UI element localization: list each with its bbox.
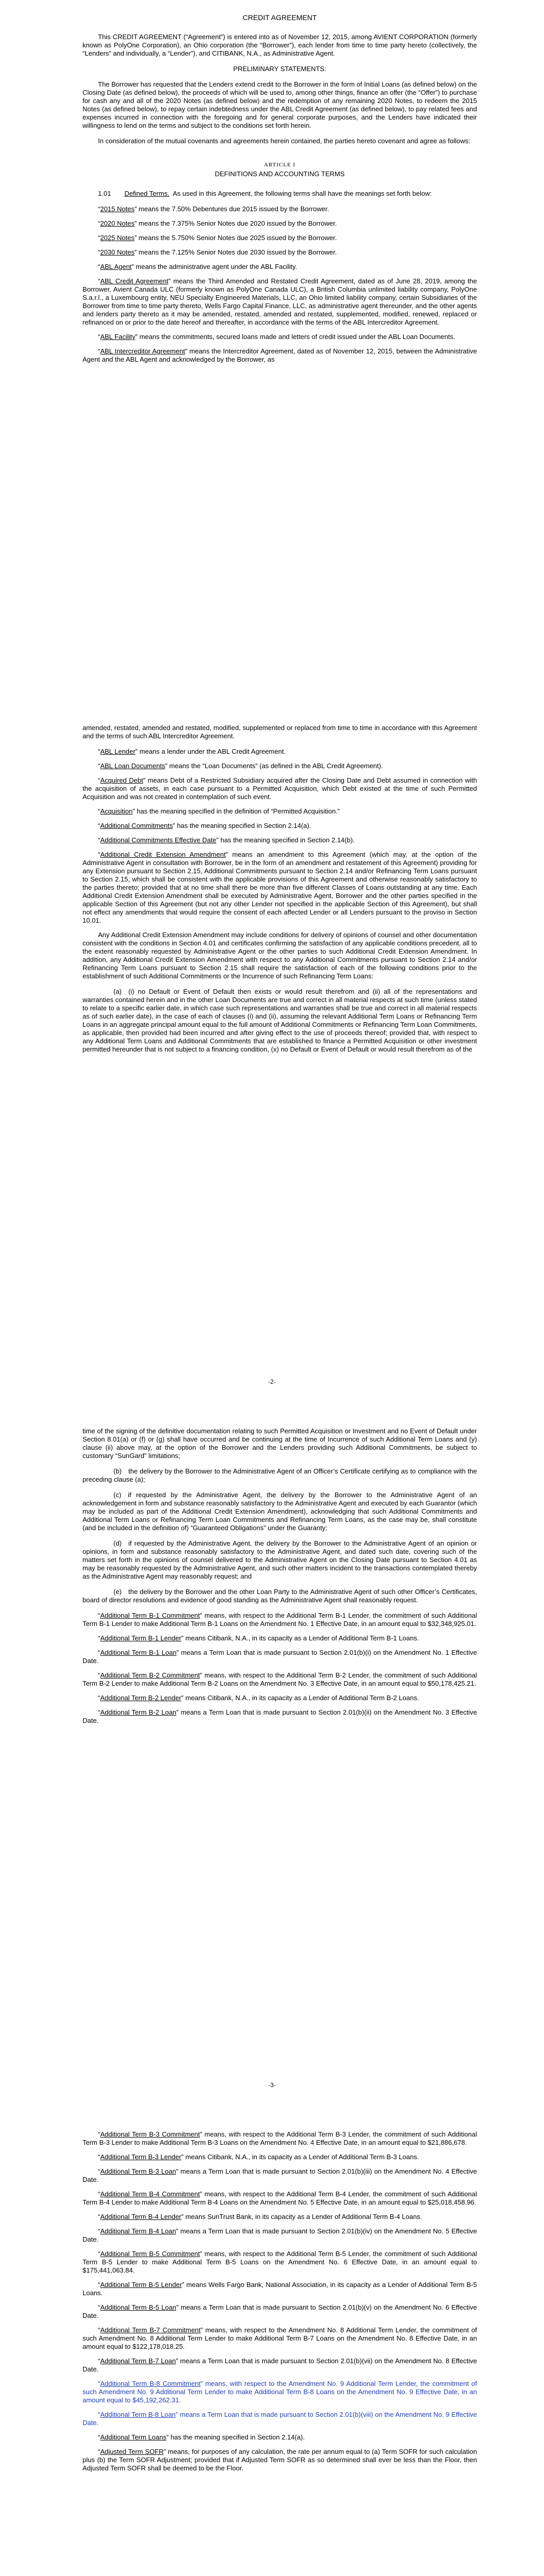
defined-term: Additional Term B-2 Commitment (100, 1671, 200, 1679)
definition-additional-commitments-effective-date: “Additional Commitments Effective Date” has the meaning specified in Section 2.14(b). (98, 836, 355, 844)
page-number: -2- (268, 1378, 276, 1385)
definition-additional-term-b-4-commitment: “Additional Term B-4 Commitment” means, with respect to the Additional Term B-4 Lender, the commitment of such Additional Term B-4 Lender to make Additional Term B-4 Loans on the Amendment No. 5 Effective Date, in an amount equal to $25,018,458.96. (83, 2190, 477, 2206)
page-number: -3- (268, 2081, 276, 2089)
definition-text: means Citibank, N.A., in its capacity as a Lender of Additional Term B-1 Loans. (183, 1634, 419, 1642)
definition-additional-term-b-1-loan: “Additional Term B-1 Loan” means a Term Loan that is made pursuant to Section 2.01(b)(i) on the Amendment No. 1 Effective Date. (83, 1649, 477, 1665)
definition-additional-term-b-1-commitment: “Additional Term B-1 Commitment” means, with respect to the Additional Term B-1 Lender, the commitment of such Additional Term B-1 Lender to make Additional Term B-1 Loans on the Amendment No. 1 Effective Date, in an amount equal to $32,348,925.01. (83, 1612, 477, 1628)
definition-text: means the “Loan Documents” (as defined in the ABL Credit Agreement). (167, 762, 383, 770)
definition-text: means the 5.750% Senior Notes due 2025 issued by the Borrower. (137, 234, 337, 242)
definition-additional-term-b-8-commitment: “Additional Term B-8 Commitment” means, with respect to the Amendment No. 9 Additional Term Lender, the commitment of such Amendment No. 9 Additional Term Lender to make Additional Term B-8 Loans on the Amendment No. 9 Effective Date, in an amount equal to $45,192,262.31. (83, 2380, 477, 2404)
definition-text: means, with respect to the Amendment No. 8 Additional Term Lender, the commitment of such Amendment No. 8 Additional Term Lender to make Additional Term B-7 Loans on the Amendment No. 8 Effective Date, in an amount equal to $122,178,018.25. (83, 2326, 477, 2350)
definition-text: has the meaning specified in Section 2.14(b). (218, 836, 355, 844)
defined-term: Acquired Debt (100, 776, 143, 784)
defined-term: Additional Term B-4 Loan (100, 2227, 176, 2235)
defined-term: Additional Term B-1 Loan (100, 1649, 177, 1656)
preliminary-statement-2: In consideration of the mutual covenants and agreements herein contained, the parties hereto covenant and agree as follows: (98, 137, 470, 145)
defined-term: Additional Term Loans (100, 2433, 167, 2441)
defined-term: Additional Commitments Effective Date (100, 836, 217, 844)
article-label: ARTICLE I (263, 162, 296, 168)
definition-text: means, for purposes of any calculation, the rate per annum equal to (a) Term SOFR for such calculation plus (b) the Term SOFR Adjustment; provided that if Adjusted Term SOFR as so determined shall ever be less than the Floor, then Adjusted Term SOFR shall be deemed to be the Floor. (83, 2448, 477, 2472)
defined-term: Additional Term B-1 Lender (100, 1634, 182, 1642)
defined-term: ABL Intercreditor Agreement (100, 347, 185, 355)
definition-text: means the Third Amended and Restated Credit Agreement, dated as of June 28, 2019, among the Borrower, Avient Canada ULC (formerly known as PolyOne Canada ULC), a British Columbia unlimited liability company, PolyOne S.a.r.l., a Luxembourg entity, NEU Specialty Engineered Materials, LLC, an Ohio limited liability company, certain Subsidiaries of the Borrower from time to time party thereto, Wells Fargo Capital Finance, LLC, as administrative agent thereunder, and the other agents and lenders party thereto as it may be amended, restated, amended and restated, supplemented, modified, renewed, replaced or refinanced on or prior to the date hereof and thereafter, in accordance with the terms of the ABL Intercreditor Agreement. (83, 277, 477, 326)
definition-additional-term-b-2-commitment: “Additional Term B-2 Commitment” means, with respect to the Additional Term B-2 Lender, the commitment of such Additional Term B-2 Lender to make Additional Term B-2 Loans on the Amendment No. 3 Effective Date, in an amount equal to $50,178,425.21. (83, 1671, 477, 1687)
defined-term: Additional Term B-2 Lender (100, 1694, 182, 1702)
definition-2020-notes: “2020 Notes” means the 7.375% Senior Notes due 2020 issued by the Borrower. (98, 219, 337, 227)
definition-text: means, with respect to the Additional Term B-4 Lender, the commitment of such Additional Term B-4 Lender to make Additional Term B-4 Loans on the Amendment No. 5 Effective Date, in an amount equal to $25,018,458.96. (83, 2190, 477, 2206)
definition-abl-loan-documents: “ABL Loan Documents” means the “Loan Documents” (as defined in the ABL Credit Agreement). (98, 762, 383, 770)
document-title: CREDIT AGREEMENT (242, 13, 317, 22)
defined-term: Acquisition (100, 807, 133, 815)
condition-e: (e) the delivery by the Borrower and the other Loan Party to the Administrative Agent of such other Officer’s Certificates, board of director resolutions and evidence of good standing as the Administrative Agent shall reasonably request. (83, 1588, 477, 1604)
section-number: 1.01 (98, 190, 111, 197)
defined-term: ABL Facility (100, 333, 136, 341)
definition-text: means a Term Loan that is made pursuant to Section 2.01(b)(i) on the Amendment No. 1 Effective Date. (83, 1649, 477, 1665)
defined-term: Additional Term B-7 Commitment (100, 2326, 201, 2334)
definition-text: has the meaning specified in the definition of “Permitted Acquisition.” (135, 807, 340, 815)
definition-text: means a Term Loan that is made pursuant to Section 2.01(b)(vii) on the Amendment No. 8 Effective Date. (83, 2357, 477, 2373)
definition-additional-term-b-7-loan: “Additional Term B-7 Loan” means a Term Loan that is made pursuant to Section 2.01(b)(vii) on the Amendment No. 8 Effective Date. (83, 2357, 477, 2373)
definitions-inserted (83, 2380, 477, 2427)
definitions-page-4 (83, 2130, 477, 2374)
defined-term: Additional Term B-4 Lender (100, 2213, 182, 2221)
definition-text: means a Term Loan that is made pursuant to Section 2.01(b)(v) on the Amendment No. 6 Effective Date. (83, 2303, 477, 2319)
continued-paragraph: amended, restated, amended and restated, modified, supplemented or replaced from time to time in accordance with this Agreement and the terms of such ABL Intercreditor Agreement. (83, 724, 477, 740)
defined-term: Additional Term B-5 Lender (100, 2281, 182, 2289)
definition-additional-term-b-1-lender: “Additional Term B-1 Lender” means Citibank, N.A., in its capacity as a Lender of Additional Term B-1 Loans. (98, 1634, 419, 1642)
defined-term: 2020 Notes (100, 219, 135, 227)
defined-term: Additional Term B-3 Commitment (100, 2130, 200, 2138)
defined-term: Additional Credit Extension Amendment (100, 851, 226, 858)
defined-term: ABL Credit Agreement (100, 277, 169, 285)
definitions-page-2 (83, 748, 477, 925)
page-2 (0, 703, 544, 1406)
preliminary-statement-1: The Borrower has requested that the Lenders extend credit to the Borrower in the form of Initial Loans (as defined below) on the Closing Date (as defined below), the proceeds of which will be used to, among other things, finance an offer (the “Offer”) to purchase for cash any and all of the 2020 Notes (as defined below) and the redemption of any remaining 2020 Notes, to redeem the 2015 Notes (as defined below), to repay certain indebtedness under the ABL Credit Agreement (as defined below), to pay related fees and expenses incurred in connection with the foregoing and for general corporate purposes, and the Lenders have indicated their willingness to lend on the terms and subject to the conditions set forth herein. (83, 80, 477, 129)
definition-text: means a Term Loan that is made pursuant to Section 2.01(b)(iv) on the Amendment No. 5 Effective Date. (83, 2227, 477, 2243)
definition-text: means a Term Loan that is made pursuant to Section 2.01(b)(iii) on the Amendment No. 4 Effective Date. (83, 2167, 477, 2183)
continued-paragraph: time of the signing of the definitive documentation relating to such Permitted Acquisition or Investment and no Event of Default under Section 8.01(a) or (f) or (g) shall have occurred and be continuing at the time of Incurrence of such Additional Term Loans and (y) clause (ii) above may, at the option of the Borrower and the Lenders providing such Additional Commitments, be subject to customary “SunGard” limitations; (83, 1427, 477, 1460)
defined-term: Additional Term B-5 Loan (100, 2303, 176, 2311)
definition-additional-term-b-4-lender: “Additional Term B-4 Lender” means SunTrust Bank, in its capacity as a Lender of Additional Term B-4 Loans. (98, 2213, 422, 2221)
defined-term: Additional Term B-2 Loan (100, 1708, 176, 1716)
defined-term: 2015 Notes (100, 205, 135, 213)
defined-term: Additional Term B-5 Commitment (100, 2250, 200, 2258)
definition-additional-term-b-4-loan: “Additional Term B-4 Loan” means a Term Loan that is made pursuant to Section 2.01(b)(iv) on the Amendment No. 5 Effective Date. (83, 2227, 477, 2243)
defined-term: 2030 Notes (100, 248, 135, 256)
definition-abl-lender: “ABL Lender” means a lender under the ABL Credit Agreement. (98, 748, 286, 755)
definition-text: means the 7.50% Debentures due 2015 issued by the Borrower. (137, 205, 329, 213)
definition-text: means a lender under the ABL Credit Agreement. (137, 748, 286, 755)
defined-term: 2025 Notes (100, 234, 135, 242)
definition-text: means Wells Fargo Bank, National Association, in its capacity as a Lender of Additional Term B-5 Loans. (83, 2281, 477, 2297)
definition-text: means, with respect to the Amendment No. 9 Additional Term Lender, the commitment of such Amendment No. 9 Additional Term Lender to make Additional Term B-8 Loans on the Amendment No. 9 Effective Date, in an amount equal to $45,192,262.31. (83, 2380, 477, 2404)
definitions-page-3 (83, 1612, 477, 1725)
definition-text: means the 7.125% Senior Notes due 2030 issued by the Borrower. (137, 248, 337, 256)
defined-term: Additional Term B-7 Loan (100, 2357, 176, 2365)
definition-2025-notes: “2025 Notes” means the 5.750% Senior Notes due 2025 issued by the Borrower. (98, 234, 337, 242)
section-text: As used in this Agreement, the following terms shall have the meanings set forth below: (173, 190, 432, 197)
defined-term: Additional Term B-3 Lender (100, 2153, 182, 2161)
definition-additional-term-b-2-lender: “Additional Term B-2 Lender” means Citibank, N.A., in its capacity as a Lender of Additional Term B-2 Loans. (98, 1694, 419, 1702)
definitions-page-1 (83, 205, 477, 364)
definition-additional-term-b-2-loan: “Additional Term B-2 Loan” means a Term Loan that is made pursuant to Section 2.01(b)(ii) on the Amendment No. 3 Effective Date. (83, 1708, 477, 1724)
page-4 (0, 2110, 544, 2576)
definition-additional-credit-extension-amendment: “Additional Credit Extension Amendment” means an amendment to this Agreement (which may, at the option of the Administrative Agent in consultation with Borrower, be in the form of an amendment and restatement of this Agreement) providing for any Extension pursuant to Section 2.15, Additional Commitments pursuant to Section 2.14 and/or Refinancing Term Loans pursuant to Section 2.15, which shall be consistent with the applicable provisions of this Agreement and otherwise reasonably satisfactory to the parties thereto; provided that at no time shall there be more than five different Classes of Loans outstanding at any time. Each Additional Credit Extension Amendment shall be executed by Administrative Agent, Borrower and the other parties specified in the applicable Section of this Agreement (but not any other Lender not specified in the applicable Section of this Agreement), but shall not effect any amendments that would require the consent of each affected Lender or all Lenders pursuant to the proviso in Section 10.01. (83, 851, 477, 924)
definition-additional-term-b-5-commitment: “Additional Term B-5 Commitment” means, with respect to the Additional Term B-5 Lender, the commitment of such Additional Term B-5 Lender to make Additional Term B-5 Loans on the Amendment No. 6 Effective Date, in an amount equal to $175,441,063.84. (83, 2250, 477, 2274)
definition-additional-term-b-8-loan: “Additional Term B-8 Loan” means a Term Loan that is made pursuant to Section 2.01(b)(viii) on the Amendment No. 9 Effective Date. (83, 2411, 477, 2427)
defined-term: ABL Loan Documents (100, 762, 166, 770)
defined-term: Additional Commitments (100, 822, 173, 829)
section-title: Defined Terms. (124, 190, 170, 197)
condition-a: (a) (i) no Default or Event of Default then exists or would result therefrom and (ii) all of the representations and warranties contained herein and in the other Loan Documents are true and correct in all material respects at such time (unless stated to relate to a specific earlier date, in which case such representations and warranties shall be true and correct in all material respects as of such earlier date), in the case of each of clauses (i) and (ii), assuming the relevant Additional Term Loans or Refinancing Term Loans in an aggregate principal amount equal to the full amount of Additional Commitments or Refinancing Term Loan Commitments, as applicable, then provided had been incurred and after giving effect to the use of proceeds thereof; provided that, with respect to any Additional Term Loans and Additional Commitments that are established to finance a Permitted Acquisition or other investment permitted hereunder that is not subject to a financing condition, (x) no Default or Event of Default or would result therefrom as of the (83, 988, 477, 1053)
defined-term: Additional Term B-8 Commitment (100, 2380, 201, 2387)
preliminary-statements-heading: PRELIMINARY STATEMENTS: (233, 65, 326, 73)
condition-b: (b) the delivery by the Borrower to the Administrative Agent of an Officer’s Certificate certifying as to compliance with the preceding clause (a); (83, 1467, 477, 1483)
condition-c: (c) if requested by the Administrative Agent, the delivery by the Borrower to the Administrative Agent of an acknowledgement in form and substance reasonably satisfactory to the Administrative Agent and executed by each Guarantor (which may be included as part of the Additional Credit Extension Amendment), acknowledging that such Additional Commitments and Additional Term Loans or Refinancing Term Loan Commitments and Refinancing Term Loans, as the case may be, shall constitute (and be included in the definition of) “Guaranteed Obligations” under the Guaranty; (83, 1491, 477, 1532)
definition-additional-term-b-7-commitment: “Additional Term B-7 Commitment” means, with respect to the Amendment No. 8 Additional Term Lender, the commitment of such Amendment No. 8 Additional Term Lender to make Additional Term B-7 Loans on the Amendment No. 8 Effective Date, in an amount equal to $122,178,018.25. (83, 2326, 477, 2350)
definition-text: means the commitments, secured loans made and letters of credit issued under the ABL Loan Documents. (137, 333, 455, 341)
article-title: DEFINITIONS AND ACCOUNTING TERMS (215, 170, 345, 178)
definition-additional-term-b-3-commitment: “Additional Term B-3 Commitment” means, with respect to the Additional Term B-3 Lender, the commitment of such Additional Term B-3 Lender to make Additional Term B-3 Loans on the Amendment No. 4 Effective Date, in an amount equal to $21,886,678. (83, 2130, 477, 2146)
defined-term: ABL Agent (100, 263, 132, 270)
definition-text: means a Term Loan that is made pursuant to Section 2.01(b)(ii) on the Amendment No. 3 Effective Date. (83, 1708, 477, 1724)
definition-additional-commitments: “Additional Commitments” has the meaning specified in Section 2.14(a). (98, 822, 311, 829)
definition-abl-agent: “ABL Agent” means the administrative agent under the ABL Facility. (98, 263, 298, 270)
definition-text: means the Intercreditor Agreement, dated as of November 12, 2015, between the Administrative Agent and the ABL Agent and acknowledged by the Borrower, as (83, 347, 477, 363)
definition-text: means a Term Loan that is made pursuant to Section 2.01(b)(viii) on the Amendment No. 9 Effective Date. (83, 2411, 477, 2427)
defined-term: ABL Lender (100, 748, 136, 755)
definition-additional-term-b-5-lender: “Additional Term B-5 Lender” means Wells Fargo Bank, National Association, in its capacity as a Lender of Additional Term B-5 Loans. (83, 2281, 477, 2297)
definition-additional-term-loans: “Additional Term Loans” has the meaning specified in Section 2.14(a). (98, 2433, 305, 2441)
defined-term: Additional Term B-1 Commitment (100, 1612, 200, 1619)
page-1 (0, 0, 544, 703)
page-3 (0, 1406, 544, 2110)
definition-text: means Debt of a Restricted Subsidiary acquired after the Closing Date and Debt assumed in connection with the acquisition of assets, in each case pursuant to a Permitted Acquisition, which Debt existed at the time of such Permitted Acquisition and was not created in contemplation of such event. (83, 776, 477, 801)
definition-text: means, with respect to the Additional Term B-3 Lender, the commitment of such Additional Term B-3 Lender to make Additional Term B-3 Loans on the Amendment No. 4 Effective Date, in an amount equal to $21,886,678. (83, 2130, 477, 2146)
definition-text: means Citibank, N.A., in its capacity as a Lender of Additional Term B-3 Loans. (183, 2153, 419, 2161)
definition-additional-term-b-5-loan: “Additional Term B-5 Loan” means a Term Loan that is made pursuant to Section 2.01(b)(v) on the Amendment No. 6 Effective Date. (83, 2303, 477, 2319)
defined-term: Additional Term B-8 Loan (100, 2411, 176, 2418)
additional-credit-extension-paragraph: Any Additional Credit Extension Amendment may include conditions for delivery of opinions of counsel and other documentation consistent with the conditions in Section 4.01 and certificates confirming the satisfaction of any applicable conditions precedent, all to the extent reasonably requested by Administrative Agent or the other parties to such Additional Credit Extension Amendment. In addition, any Additional Credit Extension Amendment with respect to any Additional Commitments pursuant to Section 2.14 and/or Refinancing Term Loans pursuant to Section 2.15 shall require the satisfaction of each of the following conditions prior to the establishment of such Additional Commitments or the Incurrence of such Refinancing Term Loans: (83, 931, 477, 980)
defined-term: Additional Term B-4 Commitment (100, 2190, 200, 2198)
definition-text: means the 7.375% Senior Notes due 2020 issued by the Borrower. (137, 219, 337, 227)
definitions-page-4-tail (83, 2433, 477, 2472)
definition-text: means, with respect to the Additional Term B-1 Lender, the commitment of such Additional Term B-1 Lender to make Additional Term B-1 Loans on the Amendment No. 1 Effective Date, in an amount equal to $32,348,925.01. (83, 1612, 477, 1628)
definition-text: means, with respect to the Additional Term B-5 Lender, the commitment of such Additional Term B-5 Lender to make Additional Term B-5 Loans on the Amendment No. 6 Effective Date, in an amount equal to $175,441,063.84. (83, 2250, 477, 2274)
definition-abl-intercreditor-agreement: “ABL Intercreditor Agreement” means the Intercreditor Agreement, dated as of November 12, 2015, between the Administrative Agent and the ABL Agent and acknowledged by the Borrower, as (83, 347, 477, 363)
definition-adjusted-term-sofr: “Adjusted Term SOFR” means, for purposes of any calculation, the rate per annum equal to (a) Term SOFR for such calculation plus (b) the Term SOFR Adjustment; provided that if Adjusted Term SOFR as so determined shall ever be less than the Floor, then Adjusted Term SOFR shall be deemed to be the Floor. (83, 2448, 477, 2472)
definition-text: means SunTrust Bank, in its capacity as a Lender of Additional Term B-4 Loans. (183, 2213, 422, 2221)
definition-text: has the meaning specified in Section 2.14(a). (175, 822, 311, 829)
definition-acquisition: “Acquisition” has the meaning specified in the definition of “Permitted Acquisition.” (98, 807, 340, 815)
definition-2015-notes: “2015 Notes” means the 7.50% Debentures due 2015 issued by the Borrower. (98, 205, 329, 213)
defined-term: Adjusted Term SOFR (100, 2448, 164, 2455)
condition-d: (d) if requested by the Administrative Agent, the delivery by the Borrower to the Administrative Agent of an opinion or opinions, in form and substance reasonably satisfactory to the Administrative Agent, and dated such date, covering such of the matters set forth in the opinions of counsel delivered to the Administrative Agent on the Closing Date pursuant to Section 4.01 as may be reasonably requested by the Administrative Agent, and such other matters incident to the transactions contemplated thereby as the Administrative Agent may reasonably request; and (83, 1539, 477, 1580)
definition-additional-term-b-3-loan: “Additional Term B-3 Loan” means a Term Loan that is made pursuant to Section 2.01(b)(iii) on the Amendment No. 4 Effective Date. (83, 2167, 477, 2183)
definition-text: means the administrative agent under the ABL Facility. (134, 263, 298, 270)
definition-abl-facility: “ABL Facility” means the commitments, secured loans made and letters of credit issued under the ABL Loan Documents. (98, 333, 455, 341)
intro-paragraph: This CREDIT AGREEMENT (“Agreement”) is entered into as of November 12, 2015, among AVIENT CORPORATION (formerly known as PolyOne Corporation), an Ohio corporation (the “Borrower”), each lender from time to time party hereto (collectively, the “Lenders” and individually, a “Lender”), and CITIBANK, N.A., as Administrative Agent. (83, 33, 477, 57)
section-1-01 (83, 190, 477, 198)
definition-text: has the meaning specified in Section 2.14(a). (169, 2433, 305, 2441)
definition-acquired-debt: “Acquired Debt” means Debt of a Restricted Subsidiary acquired after the Closing Date and Debt assumed in connection with the acquisition of assets, in each case pursuant to a Permitted Acquisition, which Debt existed at the time of such Permitted Acquisition and was not created in contemplation of such event. (83, 776, 477, 801)
definition-text: means Citibank, N.A., in its capacity as a Lender of Additional Term B-2 Loans. (183, 1694, 419, 1702)
definition-text: means an amendment to this Agreement (which may, at the option of the Administrative Agent in consultation with Borrower, be in the form of an amendment and restatement of this Agreement) providing for any Extension pursuant to Section 2.15, Additional Commitments pursuant to Section 2.14 and/or Refinancing Term Loans pursuant to Section 2.15, which shall be consistent with the applicable provisions of this Agreement and otherwise reasonably satisfactory to the parties thereto; provided that at no time shall there be more than five different Classes of Loans outstanding at any time. Each Additional Credit Extension Amendment shall be executed by Administrative Agent, Borrower and the other parties specified in the applicable Section of this Agreement (but not any other Lender not specified in the applicable Section of this Agreement), but shall not effect any amendments that would require the consent of each affected Lender or all Lenders pursuant to the proviso in Section 10.01. (83, 851, 477, 924)
definition-abl-credit-agreement: “ABL Credit Agreement” means the Third Amended and Restated Credit Agreement, dated as of June 28, 2019, among the Borrower, Avient Canada ULC (formerly known as PolyOne Canada ULC), a British Columbia unlimited liability company, PolyOne S.a.r.l., a Luxembourg entity, NEU Specialty Engineered Materials, LLC, an Ohio limited liability company, certain Subsidiaries of the Borrower from time to time party thereto, Wells Fargo Capital Finance, LLC, as administrative agent thereunder, and the other agents and lenders party thereto as it may be amended, restated, amended and restated, supplemented, modified, renewed, replaced or refinanced on or prior to the date hereof and thereafter, in accordance with the terms of the ABL Intercreditor Agreement. (83, 277, 477, 326)
definition-additional-term-b-3-lender: “Additional Term B-3 Lender” means Citibank, N.A., in its capacity as a Lender of Additional Term B-3 Loans. (98, 2153, 419, 2161)
definition-text: means, with respect to the Additional Term B-2 Lender, the commitment of such Additional Term B-2 Lender to make Additional Term B-2 Loans on the Amendment No. 3 Effective Date, in an amount equal to $50,178,425.21. (83, 1671, 477, 1687)
defined-term: Additional Term B-3 Loan (100, 2167, 176, 2175)
definition-2030-notes: “2030 Notes” means the 7.125% Senior Notes due 2030 issued by the Borrower. (98, 248, 337, 256)
